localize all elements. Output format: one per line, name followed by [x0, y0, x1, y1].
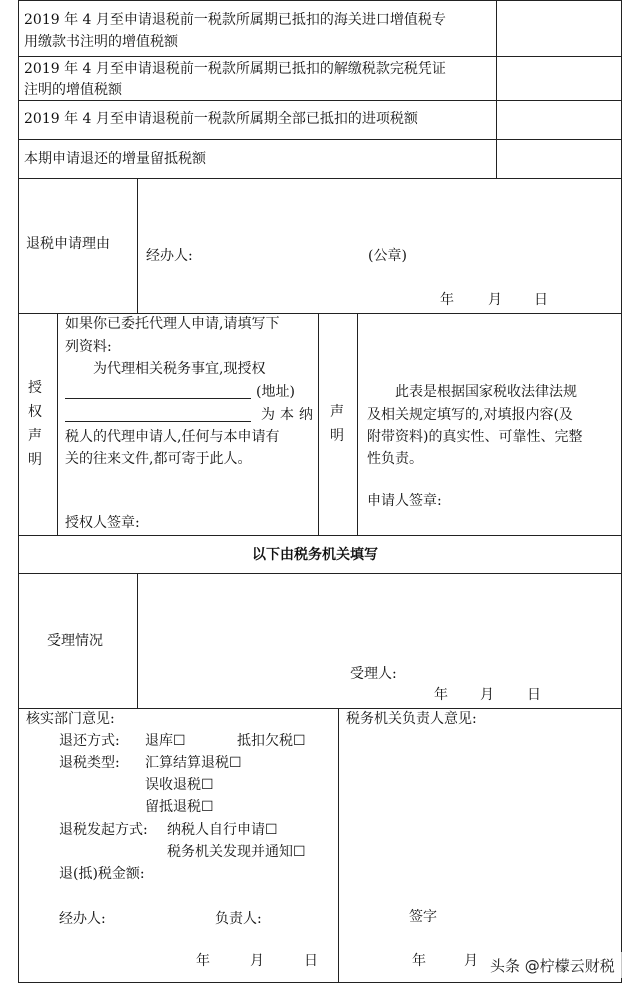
- initiation-option-taxpayer: 纳税人自行申请☐: [167, 822, 278, 838]
- column-divider: [318, 313, 319, 536]
- return-method-option-offset: 抵扣欠税☐: [237, 733, 306, 749]
- verification-day: 日: [304, 953, 318, 969]
- customs-vat-label-line1: 2019 年 4 月至申请退税前一税款所属期已抵扣的海关进口增值税专: [24, 12, 446, 28]
- row-divider: [18, 139, 622, 140]
- verification-title: 核实部门意见:: [26, 711, 115, 727]
- authority-head-year: 年: [412, 953, 426, 969]
- reason-month: 月: [488, 292, 502, 308]
- verification-month: 月: [250, 953, 264, 969]
- column-divider: [57, 313, 58, 536]
- column-divider: [357, 313, 358, 536]
- withholding-vat-label-line1: 2019 年 4 月至申请退税前一税款所属期已抵扣的解缴税款完税凭证: [24, 61, 446, 77]
- initiation-method-label: 退税发起方式:: [59, 822, 148, 838]
- authorization-as-text: 为本纳: [261, 407, 318, 423]
- declaration-text-line4: 性负责。: [367, 451, 423, 467]
- authorization-side-char: 权: [28, 404, 42, 420]
- applicant-signature-label: 申请人签章:: [367, 493, 442, 509]
- withholding-vat-label-line2: 注明的增值税额: [24, 82, 122, 98]
- row-divider: [18, 982, 622, 983]
- reason-day: 日: [534, 292, 548, 308]
- declaration-text-line2: 及相关规定填写的,对填报内容(及: [367, 407, 573, 423]
- refund-type-option-overcollection: 误收退税☐: [145, 777, 214, 793]
- authorization-text-line3: 为代理相关税务事宜,现授权: [93, 361, 266, 377]
- row-divider: [18, 535, 622, 536]
- authorization-text-line6: 关的往来文件,都可寄于此人。: [65, 451, 252, 467]
- refund-reason-label: 退税申请理由: [26, 236, 110, 252]
- initiation-option-authority: 税务机关发现并通知☐: [167, 844, 306, 860]
- refund-type-option-settlement: 汇算结算退税☐: [145, 755, 242, 771]
- declaration-text-line3: 附带资料)的真实性、可靠性、完整: [367, 429, 583, 445]
- authorization-side-char: 声: [28, 428, 42, 444]
- reason-year: 年: [440, 292, 454, 308]
- authorization-text-line5: 税人的代理申请人,任何与本申请有: [65, 429, 280, 445]
- refund-type-option-retained: 留抵退税☐: [145, 799, 214, 815]
- row-divider: [18, 56, 622, 57]
- incremental-refund-label: 本期申请退还的增量留抵税额: [24, 151, 206, 167]
- authorization-side-char: 授: [28, 380, 42, 396]
- receiver-label: 受理人:: [350, 666, 397, 682]
- agent-address-blank: [65, 421, 251, 422]
- row-divider: [18, 178, 622, 179]
- column-divider: [496, 0, 497, 179]
- declaration-text-line1: 此表是根据国家税收法律法规: [395, 384, 577, 400]
- table-border-right: [621, 0, 622, 983]
- acceptance-month: 月: [480, 687, 494, 703]
- column-divider: [338, 708, 339, 983]
- official-seal-label: (公章): [368, 248, 407, 264]
- customs-vat-label-line2: 用缴款书注明的增值税额: [24, 34, 178, 50]
- authority-head-month: 月: [464, 953, 478, 969]
- refund-amount-label: 退(抵)税金额:: [59, 866, 145, 882]
- verification-year: 年: [196, 953, 210, 969]
- row-divider: [18, 573, 622, 574]
- declaration-side-char: 明: [330, 428, 344, 444]
- authorization-text-line1: 如果你已委托代理人申请,请填写下: [65, 316, 280, 332]
- acceptance-label: 受理情况: [47, 633, 103, 649]
- acceptance-day: 日: [527, 687, 541, 703]
- agent-name-blank: [65, 398, 251, 399]
- column-divider: [137, 573, 138, 709]
- reason-handler-label: 经办人:: [146, 248, 193, 264]
- column-divider: [137, 178, 138, 314]
- acceptance-year: 年: [434, 687, 448, 703]
- refund-type-label: 退税类型:: [59, 755, 120, 771]
- authorization-text-line2: 列资料:: [65, 339, 112, 355]
- authorization-side-char: 明: [28, 452, 42, 468]
- verification-responsible-label: 负责人:: [215, 911, 262, 927]
- declaration-side-char: 声: [330, 404, 344, 420]
- authorization-address: (地址): [256, 384, 295, 400]
- verification-handler-label: 经办人:: [59, 911, 106, 927]
- row-divider: [18, 0, 622, 1]
- return-method-option-treasury: 退库☐: [145, 733, 186, 749]
- authority-head-title: 税务机关负责人意见:: [346, 711, 477, 727]
- return-method-label: 退还方式:: [59, 733, 120, 749]
- table-border-left: [18, 0, 19, 983]
- authorizer-signature-label: 授权人签章:: [65, 515, 140, 531]
- watermark: 头条 @柠檬云财税: [490, 957, 615, 975]
- tax-authority-section-title: 以下由税务机关填写: [252, 547, 378, 563]
- authority-head-sign-label: 签字: [409, 909, 437, 925]
- all-input-vat-label: 2019 年 4 月至申请退税前一税款所属期全部已抵扣的进项税额: [24, 111, 418, 127]
